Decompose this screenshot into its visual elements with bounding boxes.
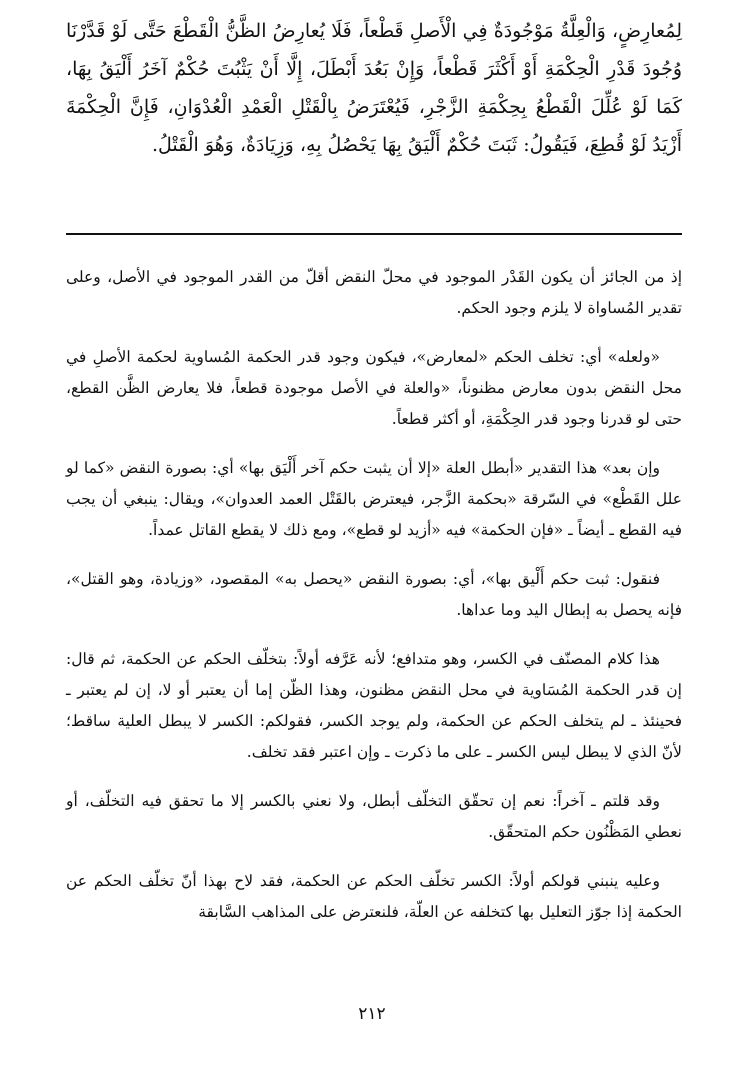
commentary-paragraph-1: إذ من الجائز أن يكون القَدْر الموجود في محلّ النقض أقلّ من القدر الموجود في الأصل، وعلى تقدير المُساواة لا يلزم وجود الحكم.: [66, 268, 682, 317]
main-text-block: [66, 12, 682, 164]
page-number: ٢١٢: [358, 1004, 386, 1024]
footnote-divider: [66, 233, 682, 235]
commentary-block: [66, 262, 682, 946]
commentary-paragraph-7: وعليه ينبني قولكم أولاً: الكسر تخلّف الحكم عن الحكمة، فقد لاح بهذا أنّ تخلّف الحكم عن الحكمة إذا جوّز التعليل بها كتخلفه عن العلّة، فلنعترض على المذاهب السَّابقة: [66, 872, 682, 921]
commentary-paragraph-4: فنقول: ثبت حكم أَلْيق بها»، أي: بصورة النقض «يحصل به» المقصود، «وزيادة، وهو القتل»، فإنه يحصل به إبطال اليد وما عداها.: [66, 570, 682, 619]
commentary-paragraph-5: هذا كلام المصنّف في الكسر، وهو متدافع؛ لأنه عَرَّفه أولاً: بتخلّف الحكم عن الحكمة، ثم قال: إن قدر الحكمة المُسَاوية في محل النقض مظنون، وهذا الظّن إما أن يعتبر أو لا، إن لم يعتبر ـ فحينئذ ـ لم يتخلف الحكم عن الحكمة، ولم يوجد الكسر، فقولكم: الكسر لا يبطل العلية ساقط؛ لأنّ الذي لا يبطل ليس الكسر ـ على ما ذكرت ـ وإن اعتبر فقد تخلف.: [66, 650, 682, 761]
commentary-paragraph-3: وإن بعد» هذا التقدير «أبطل العلة «إلا أن يثبت حكم آخر أَلْيَق بها» أي: بصورة النقض «كما لو علل القَطْع» في السّرقة «بحكمة الزَّجر، فيعترض بالقَتْل العمد العدوان»، ويقال: ينبغي أن يجب فيه القطع ـ أيضاً ـ «فإن الحكمة» فيه «أزيد لو قطع»، ومع ذلك لا يقطع القاتل عمداً.: [66, 459, 682, 539]
main-text-paragraph: لِمُعارِضٍ، وَالْعِلَّةُ مَوْجُودَةٌ فِي الْأَصلِ قَطْعاً، فَلَا يُعارِضُ الظَّنُّ الْقَطْعَ حَتَّى لَوْ قَدَّرْنَا وُجُودَ قَدْرِ الْحِكْمَةِ أَوْ أَكْثَرَ قَطْعاً، وَإِنْ بَعُدَ أَبْطَلَ، إِلَّا أَنْ يَثْبُتَ حُكْمٌ آخَرُ أَلْيَقُ بِهَا، كَمَا لَوْ عُلِّلَ الْقَطْعُ بِحِكْمَةِ الزَّجْرِ، فَيُعْتَرَضُ بِالْقَتْلِ الْعَمْدِ الْعُدْوَانِ، فَإِنَّ الْحِكْمَةَ أَزْيَدُ لَوْ قُطِعَ، فَيَقُولُ: ثَبَتَ حُكْمٌ أَلْيَقُ بِهَا يَحْصُلُ بِهِ، وَزِيَادَةٌ، وَهُوَ الْقَتْلُ.: [66, 20, 682, 156]
commentary-paragraph-6: وقد قلتم ـ آخراً: نعم إن تحقّق التخلّف أبطل، ولا نعني بالكسر إلا ما تحقق فيه التخلّف، أو نعطي المَظْنُون حكم المتحقّق.: [66, 792, 682, 841]
commentary-paragraph-2: «ولعله» أي: تخلف الحكم «لمعارض»، فيكون وجود قدر الحكمة المُساوية لحكمة الأصلِ في محل النقض بدون معارض مظنوناً، «والعلة في الأصل موجودة قطعاً، فلا يعارض الظَّن القطع، حتى لو قدرنا وجود قدر الحِكْمَةِ، أو أكثر قطعاً.: [66, 348, 682, 428]
